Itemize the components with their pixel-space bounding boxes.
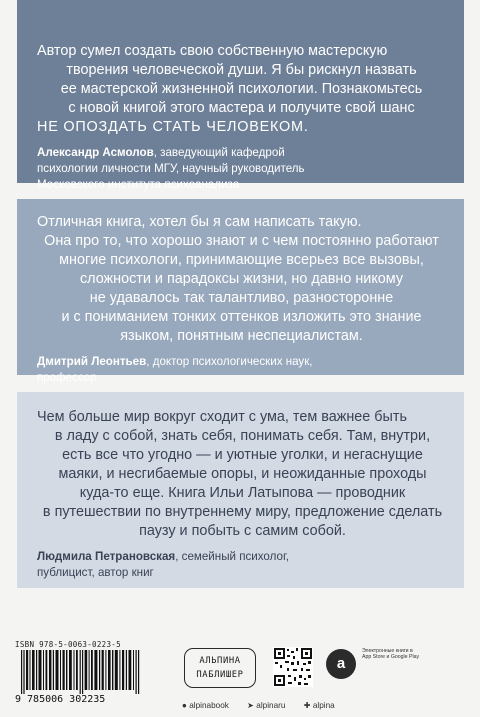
author-title: Московского института психоанализа [37,178,240,191]
quote-attribution [37,354,446,386]
author-title: , семейный психолог, [175,550,290,563]
quote-line: НЕ ОПОЗДАТЬ СТАТЬ ЧЕЛОВЕКОМ. [37,119,309,135]
quote-line: ее мастерской жизненной психологии. Познакомьтесь [60,81,423,97]
author-title: , доктор психологических наук, [146,355,313,368]
publisher-logo [184,648,256,688]
vk-handle: alpinabook [189,701,229,710]
author-name: Александр Асмолов [37,146,154,159]
site-handle: alpina [312,701,335,710]
barcode-bars [21,650,141,694]
author-title: психологии личности МГУ, научный руководитель [37,162,305,175]
quote-line: паузу и побыть с самим собой. [139,523,346,539]
quote-attribution [37,145,446,193]
app-store-note: Электронные книги в App Store и Google Play [362,648,420,661]
quote-line: творения человеческой души. Я бы рискнул назвать [66,62,417,78]
quote-line: и с пониманием тонких оттенков изложить это знание [61,309,422,325]
quote-line: куда-то еще. Книга Ильи Латыпова — проводник [79,485,406,501]
back-cover-footer [0,600,480,717]
quote-line: языком, понятным неспециалистам. [120,328,363,344]
quote-block-petranovskaya [17,392,464,588]
quote-text [37,408,448,541]
telegram-handle: alpinaru [256,701,286,710]
author-name: Людмила Петрановская [37,550,176,563]
alpina-app-icon: a [326,649,356,679]
quote-block-asmolov [17,0,464,191]
quote-line: многие психологи, принимающие всерьез все вызовы, [59,252,424,268]
quote-text [37,42,446,137]
quote-line: не удавалось так талантливо, разносторонне [89,290,394,306]
quote-line: сложности и парадоксы жизни, но давно никому [79,271,404,287]
barcode-number: 9 785006 302235 [15,694,106,705]
quote-line: с новой книгой этого мастера и получите свой шанс [68,100,415,116]
qr-code [273,647,313,687]
quote-line: Отличная книга, хотел бы я сам написать такую. [37,214,362,230]
quote-line: Она про то, что хорошо знают и с чем постоянно работают [44,233,439,249]
quote-block-leontiev [17,199,464,384]
author-title: публицист, автор книг [37,566,154,579]
publisher-logo-line: ПАБЛИШЕР [196,670,244,680]
isbn-label: ISBN 978-5-0063-0223-5 [15,640,121,649]
author-name: Дмитрий Леонтьев [37,355,147,368]
quote-line: есть все что угодно — и уютные уголки, и негаснущие [62,447,423,463]
social-links [182,700,351,710]
barcode [15,640,145,710]
quote-line: в путешествии по внутреннему миру, предложение сделать [42,504,443,520]
author-title: профессор [37,371,97,384]
quote-attribution [37,549,448,581]
quote-line: в ладу с собой, знать себя, понимать себя. Там, внутри, [54,428,431,444]
quote-line: Автор сумел создать свою собственную мастерскую [37,43,388,59]
publisher-logo-line: АЛЬПИНА [199,656,241,666]
quote-text [37,213,446,346]
quote-line: Чем больше мир вокруг сходит с ума, тем важнее быть [37,409,407,425]
site-link[interactable]: ✚ alpina [303,701,335,710]
author-title: , заведующий кафедрой [153,146,285,159]
vk-link[interactable]: ● alpinabook [182,701,229,710]
telegram-link[interactable]: ➤ alpinaru [247,701,286,710]
quote-line: маяки, и несгибаемые опоры, и неожиданные проходы [58,466,427,482]
